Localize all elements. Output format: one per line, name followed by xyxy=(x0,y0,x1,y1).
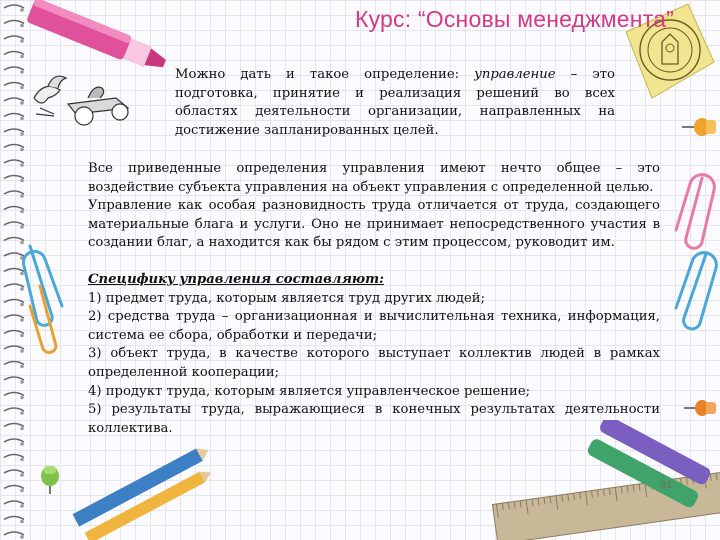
page-number: 31 xyxy=(660,479,673,491)
paragraph-management-labor: Управление как особая разновидность труда отличается от труда, создающего материальные блага и услуги. Оно не принимает непосредственного участия в создании благ, а находится как бы рядом с этим процессом, руководит им. xyxy=(88,198,660,251)
list-item: 2) средства труда – организационная и вычислительная техника, информация, система ее сбора, обработки и передачи; xyxy=(88,309,660,343)
paper-clips-left-icon xyxy=(22,226,70,356)
list-item: 1) предмет труда, которым является труд других людей; xyxy=(88,290,486,306)
pushpin-icon xyxy=(680,112,718,142)
main-text xyxy=(88,160,660,438)
paper-clips-icon xyxy=(666,168,720,338)
paragraph-common-definition: Все приведенные определения управления имеют нечто общее – это воздействие субъекта управления на объект управления с определенной целью. xyxy=(88,161,660,195)
intro-definition xyxy=(175,66,615,140)
pink-marker-icon xyxy=(24,0,174,72)
intro-text-after: – это подготовка, принятие и реализация решений во всех областях деятельности организации, направленных на достижение запланированных целей. xyxy=(175,67,615,138)
list-heading: Специфику управления составляют: xyxy=(88,271,384,287)
list-item: 4) продукт труда, которым является управленческое решение; xyxy=(88,383,531,399)
slide-title: Курс: “Основы менеджмента” xyxy=(355,6,675,32)
intro-text-before: Можно дать и такое определение: xyxy=(175,67,475,82)
list-item: 5) результаты труда, выражающиеся в конечных результатах деятельности коллектива. xyxy=(88,402,660,436)
list-item: 3) объект труда, в качестве которого выступает коллектив людей в рамках определенной кооперации; xyxy=(88,346,660,380)
pencils-icon xyxy=(60,444,220,540)
pushpin-orange-icon xyxy=(682,394,718,422)
intro-term: управление xyxy=(474,67,556,82)
vintage-car-engraving xyxy=(28,68,136,130)
paragraph-gap xyxy=(88,253,660,271)
